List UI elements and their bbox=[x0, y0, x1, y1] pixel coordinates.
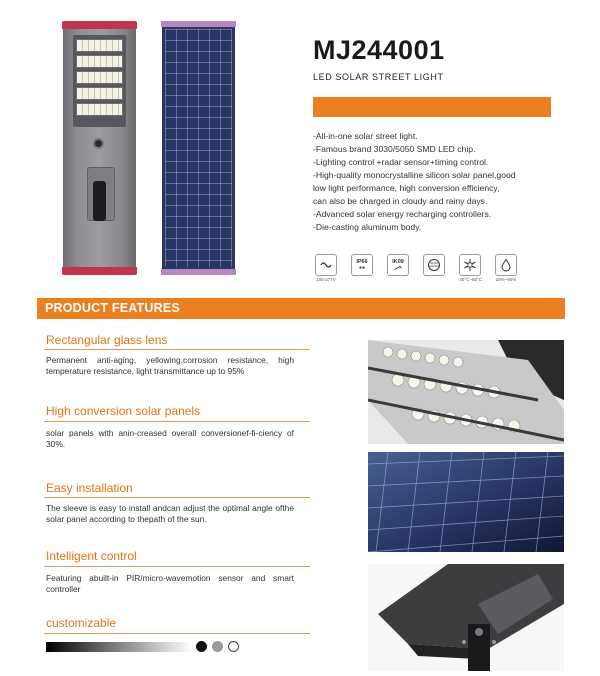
color-swatch-white bbox=[228, 641, 239, 652]
ik09-icon: IK09 bbox=[387, 254, 409, 276]
accent-bar bbox=[313, 97, 551, 117]
product-subtitle: LED SOLAR STREET LIGHT bbox=[313, 72, 444, 82]
lifespan-icon: 50000 HOURS bbox=[423, 254, 445, 276]
color-swatch-gray bbox=[212, 641, 223, 652]
feature-bullet: -Famous brand 3030/5050 SMD LED chip. bbox=[313, 144, 476, 154]
street-light-front-image bbox=[63, 21, 136, 275]
feature-bullets bbox=[313, 130, 563, 234]
model-number: MJ244001 bbox=[313, 35, 445, 65]
feature-divider bbox=[44, 497, 310, 498]
feature-divider bbox=[44, 633, 310, 634]
feature-description: The sleeve is easy to install andcan adjust the optimal angle ofthe solar panel according to thepath of the sun. bbox=[46, 503, 294, 524]
solar-panel-closeup-photo bbox=[368, 452, 564, 552]
ik09-spec bbox=[385, 254, 411, 282]
ip66-spec bbox=[349, 254, 375, 282]
solar-panel-back-image bbox=[162, 21, 235, 275]
feature-description: Featuring abuilt-in PIR/micro-wavemotion sensor and smart controller bbox=[46, 573, 294, 594]
feature-bullet: -All-in-one solar street light. bbox=[313, 131, 418, 141]
humidity-spec: 10%~90% bbox=[493, 254, 519, 282]
feature-bullet: low light performance, high conversion efficiency, bbox=[313, 183, 500, 193]
lifespan-spec bbox=[421, 254, 447, 282]
color-gradient-bar bbox=[46, 642, 192, 652]
feature-bullet: -Die-casting aluminum body. bbox=[313, 222, 422, 232]
feature-bullet: -Lighting control +radar sensor+timing control. bbox=[313, 157, 489, 167]
feature-bullet: -High-quality monocrystalline silicon solar panel,good bbox=[313, 170, 516, 180]
product-features-heading: PRODUCT FEATURES bbox=[45, 301, 180, 315]
feature-description: solar panels with anin-creased overall conversionef-fi-ciency of 30%. bbox=[46, 428, 294, 449]
feature-description: Permanent anti-aging, yellowing,corrosion resistance, high temperature resistance, light transmittance up to 95% bbox=[46, 355, 294, 376]
feature-bullet: -Advanced solar energy recharging controllers. bbox=[313, 209, 492, 219]
temperature-icon bbox=[459, 254, 481, 276]
spec-icons bbox=[313, 254, 519, 282]
feature-title: Intelligent control bbox=[46, 549, 137, 563]
feature-title: High conversion solar panels bbox=[46, 404, 201, 418]
mounting-bracket-photo bbox=[368, 564, 564, 671]
temperature-spec: -30°C~60°C bbox=[457, 254, 483, 282]
ip66-icon: IP66 ●● bbox=[351, 254, 373, 276]
feature-divider bbox=[44, 421, 310, 422]
voltage-icon bbox=[315, 254, 337, 276]
feature-title: Rectangular glass lens bbox=[46, 333, 168, 347]
voltage-spec: 100-277V bbox=[313, 254, 339, 282]
motion-sensor bbox=[93, 138, 104, 149]
feature-divider bbox=[44, 566, 310, 567]
feature-divider bbox=[44, 349, 310, 350]
feature-title: customizable bbox=[46, 616, 117, 630]
humidity-icon bbox=[495, 254, 517, 276]
feature-title: Easy installation bbox=[46, 481, 133, 495]
feature-bullet: can also be charged in cloudy and rainy days. bbox=[313, 196, 488, 206]
color-swatch-black bbox=[196, 641, 207, 652]
led-lens-closeup-photo bbox=[368, 340, 564, 444]
